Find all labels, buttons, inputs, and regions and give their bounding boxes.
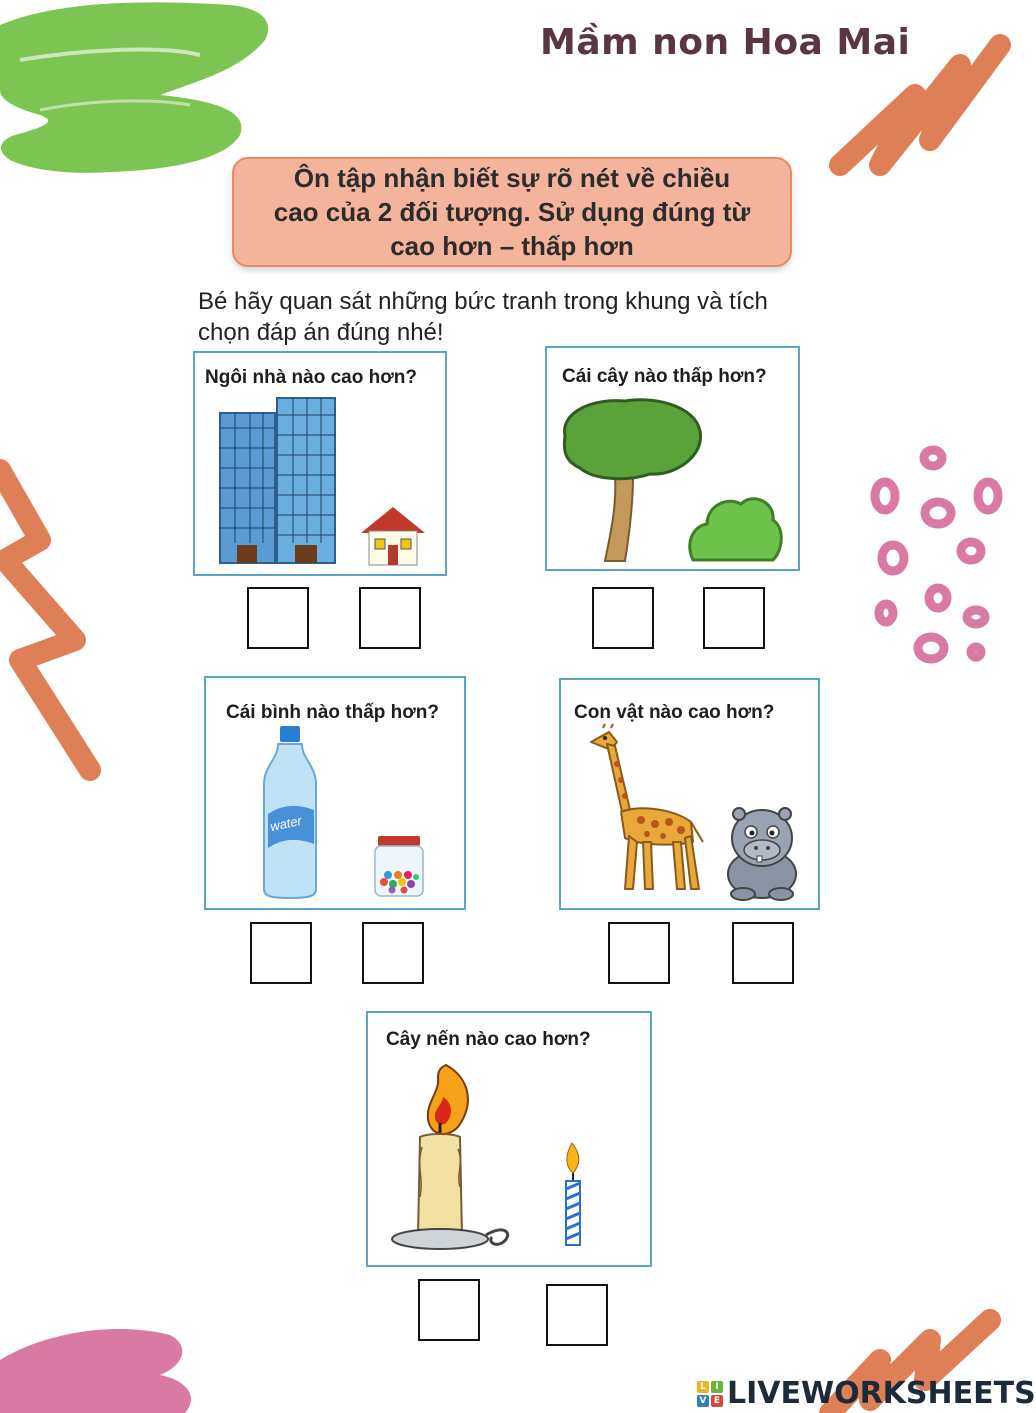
school-name: Mầm non Hoa Mai [540, 22, 911, 63]
logo-text: LIVEWORKSHEETS [727, 1376, 1036, 1411]
bottle-label: water [268, 812, 304, 835]
answer-checkbox-bottle[interactable] [250, 922, 312, 984]
answer-checkbox-tree[interactable] [592, 587, 654, 649]
giraffe-image [581, 724, 709, 894]
answer-checkbox-giraffe[interactable] [608, 922, 670, 984]
orange-zigzag-top [840, 45, 1000, 165]
water-bottle-image [258, 724, 322, 900]
answer-checkbox-hippo[interactable] [732, 922, 794, 984]
orange-zigzag-left [0, 470, 90, 770]
banner-title: Ôn tập nhận biết sự rõ nét về chiều cao của 2 đối tượng. Sử dụng đúng từ cao hơn – thấp hơn [273, 163, 751, 261]
jar-image [372, 834, 426, 898]
question-text: Cây nến nào cao hơn? [386, 1029, 591, 1050]
question-panel-buildings [193, 351, 447, 576]
answer-checkbox-skyscraper[interactable] [247, 587, 309, 649]
question-panel-containers [204, 676, 466, 910]
question-text: Cái bình nào thấp hơn? [226, 702, 439, 723]
logo-mark-icon [697, 1381, 723, 1407]
pink-brush-stroke [0, 1329, 191, 1413]
liveworksheets-logo [697, 1376, 1036, 1411]
bush-image [685, 488, 785, 566]
question-text: Cái cây nào thấp hơn? [562, 366, 767, 387]
question-text: Con vật nào cao hơn? [574, 702, 775, 723]
question-text: Ngôi nhà nào cao hơn? [205, 367, 417, 388]
question-panel-animals [559, 678, 820, 910]
answer-checkbox-jar[interactable] [362, 922, 424, 984]
tall-candle-image [388, 1057, 518, 1257]
green-brush-stroke [0, 2, 268, 172]
logo-mark-i: I [711, 1381, 723, 1393]
answer-checkbox-house[interactable] [359, 587, 421, 649]
instruction-text: Bé hãy quan sát những bức tranh trong khung và tích chọn đáp án đúng nhé! [198, 288, 768, 346]
question-panel-trees [545, 346, 800, 571]
answer-checkbox-tall-candle[interactable] [418, 1279, 480, 1341]
small-candle-image [558, 1141, 588, 1249]
title-banner [232, 157, 792, 267]
answer-checkbox-small-candle[interactable] [546, 1284, 608, 1346]
answer-checkbox-bush[interactable] [703, 587, 765, 649]
tree-image [555, 396, 705, 564]
logo-mark-e: E [711, 1395, 723, 1407]
logo-mark-l: L [697, 1381, 709, 1393]
question-panel-candles [366, 1011, 652, 1267]
hippo-image [721, 804, 803, 900]
house-image [357, 503, 429, 567]
pink-dots [875, 450, 998, 659]
skyscraper-image [215, 393, 340, 568]
logo-mark-v: V [697, 1395, 709, 1407]
